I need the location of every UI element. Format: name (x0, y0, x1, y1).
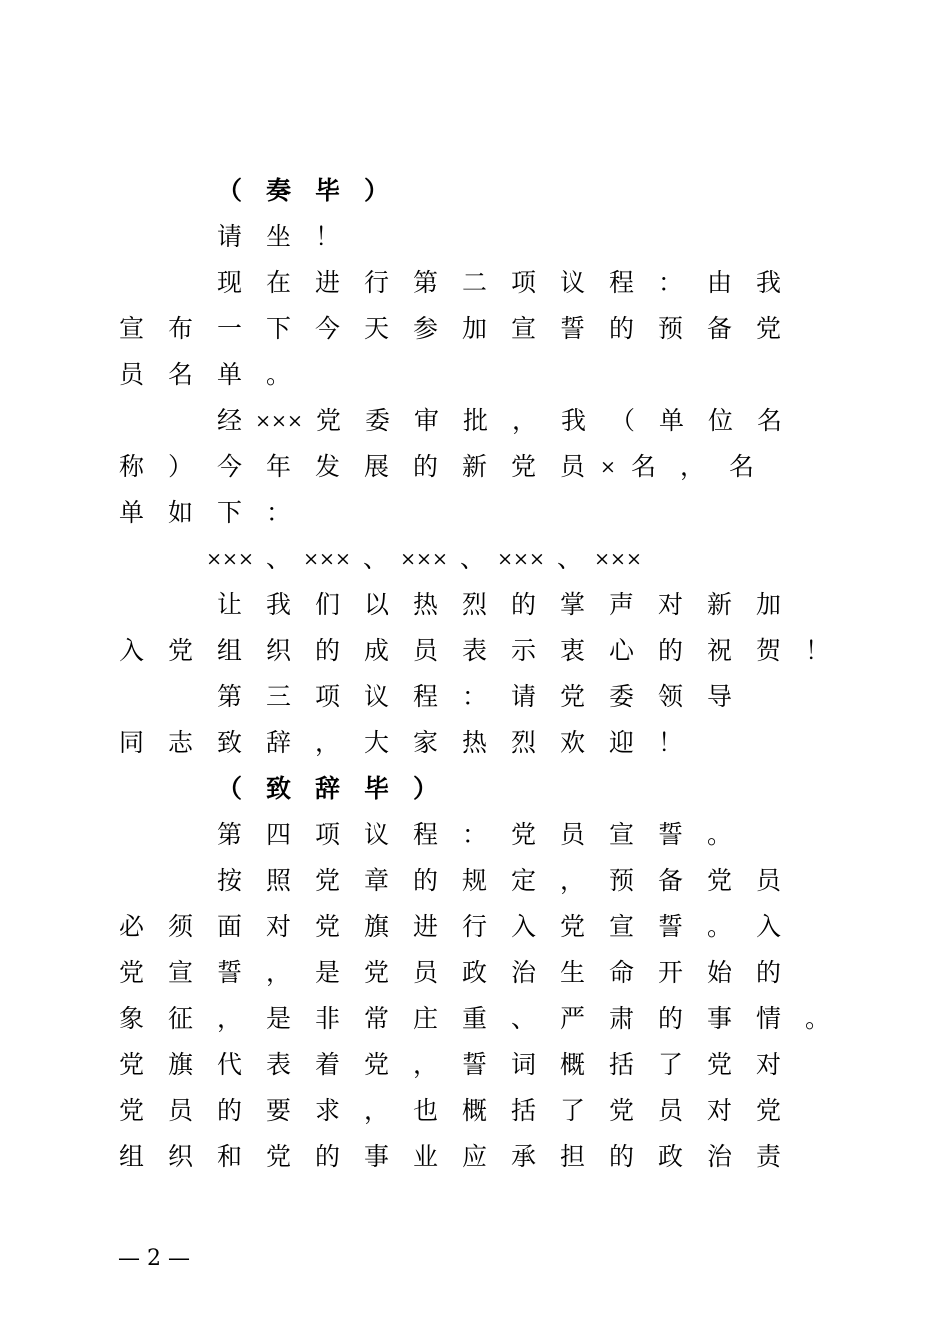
text-glyph: 要 (265, 1096, 291, 1125)
text-glyph: ， (679, 452, 705, 481)
text-glyph: 事 (706, 1004, 732, 1033)
text-glyph: 程 (608, 268, 634, 297)
text-glyph: 员 (412, 636, 438, 665)
text-glyph: 加 (755, 590, 781, 619)
text-glyph: 志 (167, 728, 193, 757)
text-glyph: 党 (559, 682, 585, 711)
text-glyph: 必 (118, 912, 144, 941)
text-glyph: 委 (364, 406, 390, 435)
text-glyph: 概 (559, 1050, 585, 1079)
text-glyph: ） (167, 452, 193, 481)
text-glyph: 按 (216, 866, 242, 895)
text-glyph: 的 (412, 452, 438, 481)
text-glyph: 员 (118, 360, 144, 389)
text-glyph: 政 (657, 1142, 683, 1171)
text-glyph: 由 (706, 268, 732, 297)
text-glyph: 领 (657, 682, 683, 711)
text-glyph: 党 (608, 1096, 634, 1125)
text-glyph: 入 (118, 636, 144, 665)
text-glyph: 开 (657, 958, 683, 987)
text-glyph: 毕 (363, 774, 389, 803)
text-glyph: 始 (706, 958, 732, 987)
text-glyph: 照 (265, 866, 291, 895)
text-glyph: ： (461, 820, 487, 849)
text-glyph: 对 (657, 590, 683, 619)
text-glyph: 迎 (608, 728, 634, 757)
text-glyph: 员 (559, 452, 585, 481)
text-glyph: 的 (657, 1004, 683, 1033)
text-glyph: 求 (314, 1096, 340, 1125)
text-glyph: 议 (363, 682, 389, 711)
text-glyph: 员 (412, 958, 438, 987)
text-glyph: ××× (255, 410, 303, 432)
text-glyph: 组 (118, 1142, 144, 1171)
text-glyph: 旗 (363, 912, 389, 941)
text-glyph: 辞 (265, 728, 291, 757)
text-glyph: 预 (608, 866, 634, 895)
text-glyph: 应 (461, 1142, 487, 1171)
text-glyph: ××× (594, 548, 642, 570)
text-glyph: 烈 (461, 590, 487, 619)
text-glyph: ） (412, 774, 438, 803)
text-glyph: 第 (216, 820, 242, 849)
text-glyph: 委 (608, 682, 634, 711)
text-glyph: 非 (314, 1004, 340, 1033)
text-glyph: 党 (755, 1096, 781, 1125)
text-glyph: 下 (216, 498, 242, 527)
text-glyph: 备 (657, 866, 683, 895)
text-glyph: 新 (461, 452, 487, 481)
text-glyph: 规 (461, 866, 487, 895)
text-glyph: 概 (461, 1096, 487, 1125)
text-glyph: 让 (216, 590, 242, 619)
text-glyph: 成 (363, 636, 389, 665)
text-glyph: 二 (461, 268, 487, 297)
text-glyph: 的 (657, 636, 683, 665)
text-glyph: 词 (510, 1050, 536, 1079)
text-glyph: 党 (706, 1050, 732, 1079)
text-glyph: （ (216, 774, 242, 803)
text-glyph: 今 (216, 452, 242, 481)
text-glyph: 批 (462, 406, 488, 435)
text-glyph: 党 (314, 866, 340, 895)
text-glyph: 热 (412, 590, 438, 619)
text-glyph: 面 (216, 912, 242, 941)
text-glyph: 的 (412, 866, 438, 895)
text-glyph: ， (265, 958, 291, 987)
text-glyph: 党 (510, 820, 536, 849)
text-glyph: 心 (608, 636, 634, 665)
text-glyph: 热 (461, 728, 487, 757)
text-glyph: 象 (118, 1004, 144, 1033)
text-glyph: 我 (560, 406, 586, 435)
text-glyph: 如 (167, 498, 193, 527)
text-glyph: 员 (167, 1096, 193, 1125)
text-glyph: 誓 (559, 314, 585, 343)
text-glyph: 名 (756, 406, 782, 435)
text-glyph: ， (314, 728, 340, 757)
text-glyph: 的 (314, 1142, 340, 1171)
text-glyph: ××× (303, 548, 351, 570)
text-glyph: 严 (559, 1004, 585, 1033)
text-glyph: 进 (314, 268, 340, 297)
text-glyph: 党 (510, 452, 536, 481)
text-glyph: 。 (265, 360, 291, 389)
text-glyph: 员 (657, 1096, 683, 1125)
text-glyph: （ (216, 176, 242, 205)
text-glyph: 行 (461, 912, 487, 941)
text-glyph: ！ (314, 222, 340, 251)
text-glyph: 担 (559, 1142, 585, 1171)
text-glyph: 是 (314, 958, 340, 987)
text-glyph: 事 (363, 1142, 389, 1171)
text-glyph: 对 (706, 1096, 732, 1125)
text-glyph: 括 (510, 1096, 536, 1125)
text-glyph: 的 (216, 1096, 242, 1125)
text-glyph: 示 (510, 636, 536, 665)
text-glyph: 是 (265, 1004, 291, 1033)
text-glyph: 致 (265, 774, 291, 803)
text-glyph: 括 (608, 1050, 634, 1079)
text-glyph: 、 (556, 544, 582, 573)
text-glyph: 宣 (608, 820, 634, 849)
text-glyph: 在 (265, 268, 291, 297)
text-glyph: 对 (265, 912, 291, 941)
text-glyph: 庄 (412, 1004, 438, 1033)
text-glyph: 表 (461, 636, 487, 665)
text-glyph: 承 (510, 1142, 536, 1171)
text-glyph: 的 (608, 314, 634, 343)
text-glyph: 。 (804, 1004, 830, 1033)
text-glyph: 命 (608, 958, 634, 987)
text-glyph: 参 (412, 314, 438, 343)
text-glyph: 称 (118, 452, 144, 481)
text-glyph: 着 (314, 1050, 340, 1079)
text-glyph: 家 (412, 728, 438, 757)
text-glyph: 党 (118, 1096, 144, 1125)
text-glyph: 党 (314, 912, 340, 941)
text-glyph: 的 (608, 1142, 634, 1171)
text-glyph: 以 (363, 590, 389, 619)
text-glyph: 经 (216, 406, 242, 435)
text-glyph: 誓 (657, 912, 683, 941)
text-glyph: 大 (363, 728, 389, 757)
text-glyph: 行 (363, 268, 389, 297)
text-glyph: 誓 (216, 958, 242, 987)
text-glyph: 常 (363, 1004, 389, 1033)
text-glyph: 导 (706, 682, 732, 711)
text-glyph: 预 (657, 314, 683, 343)
text-glyph: ， (412, 1050, 438, 1079)
text-glyph: 一 (216, 314, 242, 343)
text-glyph: 我 (265, 590, 291, 619)
text-glyph: 誓 (461, 1050, 487, 1079)
text-glyph: ××× (400, 548, 448, 570)
text-glyph: 组 (216, 636, 242, 665)
text-glyph: 和 (216, 1142, 242, 1171)
text-glyph: 治 (706, 1142, 732, 1171)
text-glyph: 奏 (265, 176, 291, 205)
text-glyph: 党 (118, 1050, 144, 1079)
text-glyph: ××× (206, 548, 254, 570)
text-glyph: 党 (755, 314, 781, 343)
text-glyph: 单 (216, 360, 242, 389)
text-glyph: 天 (363, 314, 389, 343)
text-glyph: 对 (755, 1050, 781, 1079)
text-glyph: 位 (707, 406, 733, 435)
text-glyph: 、 (362, 544, 388, 573)
text-glyph: 掌 (559, 590, 585, 619)
text-glyph: 政 (461, 958, 487, 987)
text-glyph: 党 (118, 958, 144, 987)
text-glyph: 下 (265, 314, 291, 343)
text-glyph: 请 (216, 222, 242, 251)
text-glyph: ： (461, 682, 487, 711)
text-glyph: 发 (314, 452, 340, 481)
text-glyph: ！ (804, 636, 830, 665)
text-glyph: 宣 (167, 958, 193, 987)
text-glyph: 第 (412, 268, 438, 297)
text-glyph: 业 (412, 1142, 438, 1171)
text-glyph: 名 (630, 452, 656, 481)
text-glyph: 名 (167, 360, 193, 389)
text-glyph: × (600, 456, 616, 478)
text-glyph: 的 (314, 636, 340, 665)
text-glyph: 员 (755, 866, 781, 895)
text-glyph: 誓 (657, 820, 683, 849)
text-glyph: 、 (510, 1004, 536, 1033)
text-glyph: ， (363, 1096, 389, 1125)
text-glyph: 展 (363, 452, 389, 481)
text-glyph: 代 (216, 1050, 242, 1079)
page-number: — 2 — (118, 1246, 190, 1271)
text-glyph: 旗 (167, 1050, 193, 1079)
text-glyph: 欢 (559, 728, 585, 757)
text-glyph: 烈 (510, 728, 536, 757)
text-glyph: 党 (363, 958, 389, 987)
text-glyph: 议 (363, 820, 389, 849)
text-glyph: 员 (559, 820, 585, 849)
text-glyph: 程 (412, 820, 438, 849)
text-glyph: 了 (559, 1096, 585, 1125)
text-glyph: ： (657, 268, 683, 297)
text-glyph: 年 (265, 452, 291, 481)
text-glyph: 党 (265, 1142, 291, 1171)
text-glyph: 肃 (608, 1004, 634, 1033)
text-glyph: 、 (459, 544, 485, 573)
text-glyph: 责 (755, 1142, 781, 1171)
text-glyph: 单 (118, 498, 144, 527)
text-glyph: 备 (706, 314, 732, 343)
text-glyph: 进 (412, 912, 438, 941)
text-glyph: ××× (497, 548, 545, 570)
text-glyph: 宣 (510, 314, 536, 343)
text-glyph: 治 (510, 958, 536, 987)
text-glyph: 同 (118, 728, 144, 757)
text-glyph: 第 (216, 682, 242, 711)
text-glyph: ， (559, 866, 585, 895)
text-glyph: 名 (728, 452, 754, 481)
text-glyph: 的 (755, 958, 781, 987)
text-glyph: 加 (461, 314, 487, 343)
text-glyph: 章 (363, 866, 389, 895)
text-glyph: 现 (216, 268, 242, 297)
text-glyph: 布 (167, 314, 193, 343)
text-glyph: 四 (265, 820, 291, 849)
text-glyph: ， (511, 406, 537, 435)
text-glyph: 重 (461, 1004, 487, 1033)
text-glyph: 了 (657, 1050, 683, 1079)
text-glyph: 今 (314, 314, 340, 343)
text-glyph: 织 (265, 636, 291, 665)
text-glyph: 贺 (755, 636, 781, 665)
text-glyph: 毕 (314, 176, 340, 205)
text-glyph: 入 (510, 912, 536, 941)
text-glyph: 声 (608, 590, 634, 619)
text-glyph: ： (265, 498, 291, 527)
text-glyph: ！ (657, 728, 683, 757)
text-glyph: 项 (314, 820, 340, 849)
text-glyph: 宣 (608, 912, 634, 941)
text-glyph: 项 (510, 268, 536, 297)
text-glyph: 党 (559, 912, 585, 941)
text-glyph: 。 (706, 912, 732, 941)
text-glyph: ） (363, 176, 389, 205)
text-glyph: 三 (265, 682, 291, 711)
text-glyph: 单 (658, 406, 684, 435)
text-glyph: 审 (413, 406, 439, 435)
text-glyph: 请 (510, 682, 536, 711)
text-glyph: 须 (167, 912, 193, 941)
text-glyph: 入 (755, 912, 781, 941)
text-glyph: 生 (559, 958, 585, 987)
text-glyph: 。 (706, 820, 732, 849)
text-glyph: 程 (412, 682, 438, 711)
text-glyph: 党 (363, 1050, 389, 1079)
text-glyph: 衷 (559, 636, 585, 665)
text-glyph: 致 (216, 728, 242, 757)
text-glyph: 党 (706, 866, 732, 895)
text-glyph: 的 (510, 590, 536, 619)
text-glyph: 织 (167, 1142, 193, 1171)
text-glyph: 们 (314, 590, 340, 619)
text-glyph: 祝 (706, 636, 732, 665)
text-glyph: 新 (706, 590, 732, 619)
text-glyph: 、 (265, 544, 291, 573)
text-glyph: 也 (412, 1096, 438, 1125)
text-glyph: 议 (559, 268, 585, 297)
text-glyph: 定 (510, 866, 536, 895)
text-glyph: 宣 (118, 314, 144, 343)
text-glyph: 坐 (265, 222, 291, 251)
text-glyph: ， (216, 1004, 242, 1033)
text-glyph: 辞 (314, 774, 340, 803)
text-glyph: 项 (314, 682, 340, 711)
text-glyph: 表 (265, 1050, 291, 1079)
text-glyph: 党 (167, 636, 193, 665)
text-glyph: （ (609, 406, 635, 435)
text-glyph: 我 (755, 268, 781, 297)
text-glyph: 党 (315, 406, 341, 435)
text-glyph: 情 (755, 1004, 781, 1033)
text-glyph: 征 (167, 1004, 193, 1033)
